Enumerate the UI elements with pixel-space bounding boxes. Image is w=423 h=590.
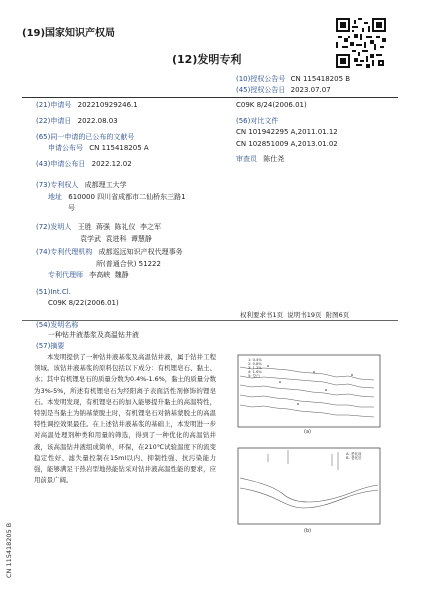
application-number — [36, 101, 138, 110]
side-publication-code — [1, 510, 17, 580]
top-legend-5: 5: 空白 — [248, 374, 260, 378]
top-legend-3: 3: 1.2% — [248, 366, 262, 370]
publication-number-label: 申请公布号 — [48, 144, 83, 152]
figure-bottom-plot — [228, 442, 388, 534]
top-figure-label: (a) — [304, 429, 311, 434]
inventors — [36, 223, 161, 232]
side-publication-code-text: CN 115418205 B — [5, 522, 13, 578]
document-type: (12)发明专利 — [172, 53, 242, 66]
pages-summary: 权利要求书1页 说明书19页 附图6页 — [240, 311, 350, 319]
inventors-label: (72)发明人 — [36, 223, 72, 231]
patent-agency-line-1: 成都巡远知识产权代理事务 — [98, 248, 183, 256]
patent-agent-value: 李高峡 魏静 — [89, 271, 129, 279]
grant-number — [236, 75, 350, 84]
int-cl-primary: C09K 8/22(2006.01) — [48, 299, 119, 307]
publication-date-value: 2022.12.02 — [91, 160, 132, 168]
cited-reference-2: CN 102851009 A,2013.01.02 — [236, 140, 338, 148]
patentee-label: (73)专利权人 — [36, 181, 79, 189]
grant-date — [236, 86, 331, 95]
examiner-value: 陈仕尧 — [263, 155, 285, 163]
application-date-label: (22)申请日 — [36, 117, 72, 125]
application-number-value: 202210929246.1 — [77, 101, 138, 109]
patentee-value: 成都理工大学 — [84, 181, 127, 189]
grant-number-label: (10)授权公告号 — [236, 75, 286, 83]
application-date — [36, 117, 118, 126]
bottom-legend-1: A: 老化前 — [346, 452, 362, 456]
cited-reference-1: CN 101942295 A,2011.01.12 — [236, 128, 338, 136]
publication-number — [48, 144, 149, 153]
section-rule — [22, 320, 398, 321]
address-line-1: 610000 四川省成都市二仙桥东三路1 — [68, 193, 186, 201]
patent-agent — [48, 271, 129, 280]
bottom-legend-2: B: 老化后 — [346, 456, 362, 460]
address — [48, 193, 186, 202]
same-application-label: (65)同一申请的已公布的文献号 — [36, 133, 135, 141]
invention-title: 一种钻井液基浆及高温钻井液 — [48, 331, 139, 339]
cited-references-label: (56)对比文件 — [236, 117, 279, 125]
application-number-label: (21)申请号 — [36, 101, 72, 109]
grant-date-label: (45)授权公告日 — [236, 86, 286, 94]
grant-number-value: CN 115418205 B — [290, 75, 351, 83]
top-legend-4: 4: 1.6% — [248, 370, 262, 374]
publication-date-label: (43)申请公布日 — [36, 160, 86, 168]
abstract-body: 本发明提供了一种钻井液基浆及高温钻井液，属于钻井工程领域。该钻井液基浆的原料包括以下成分：有机锂皂石、黏土、水；其中有机锂皂石的质量分数为0.4%-1.6%，黏土的质量分数为3%-5%，所述有机锂皂石为经阳离子表面活性剂修饰的锂皂石。本发明发现，有机锂皂石的加入能够提升黏土的高温特性，特别是当黏土为钠基蒙脱土时，有机锂皂石对钠基蒙脱土的高温特性调控效果最佳。在上述钻井液基浆的基础上，本发明进一步对高温处理剂种类和用量的筛选，得到了一种优化的高温钻井液，该高温钻井液组成简单，环保，在210℃试验温度下的流变稳定性好、滤失量控制在15ml以内、抑制性强、抗污染能力强，能够满足干热岩型地热能钻采对钻井液高温性能的要求，应用前景广阔。 — [34, 353, 216, 485]
issuing-office: (19)国家知识产权局 — [22, 28, 116, 39]
int-cl-label: (51)Int.Cl. — [36, 288, 71, 296]
address-label: 地址 — [48, 193, 62, 201]
invention-title-label: (54)发明名称 — [36, 321, 79, 329]
abstract-label: (57)摘要 — [36, 342, 65, 350]
patent-agent-label: 专利代理师 — [48, 271, 83, 279]
publication-number-value: CN 115418205 A — [89, 144, 149, 152]
top-legend-1: 1: 0.4% — [248, 358, 262, 362]
examiner — [236, 155, 284, 164]
header-rule — [22, 97, 398, 98]
qr-code — [336, 18, 386, 68]
figure-top-plot — [228, 349, 388, 434]
bottom-figure-label: (b) — [304, 528, 312, 534]
patent-agency-line-2: 所(普通合伙) 51222 — [96, 260, 161, 268]
inventors-line-2: 袁学武 袁进科 谭慧静 — [80, 235, 152, 243]
grant-date-value: 2023.07.07 — [290, 86, 331, 94]
top-legend-2: 2: 0.8% — [248, 362, 262, 366]
int-cl-secondary: C09K 8/24(2006.01) — [236, 101, 307, 109]
publication-date — [36, 160, 132, 169]
address-line-2: 号 — [68, 204, 75, 212]
patent-agency — [36, 248, 183, 257]
application-date-value: 2022.08.03 — [77, 117, 118, 125]
patentee — [36, 181, 127, 190]
patent-agency-label: (74)专利代理机构 — [36, 248, 93, 256]
inventors-line-1: 王胜 蒋强 陈礼仪 李之军 — [77, 223, 161, 231]
examiner-label: 审查员 — [236, 155, 257, 163]
